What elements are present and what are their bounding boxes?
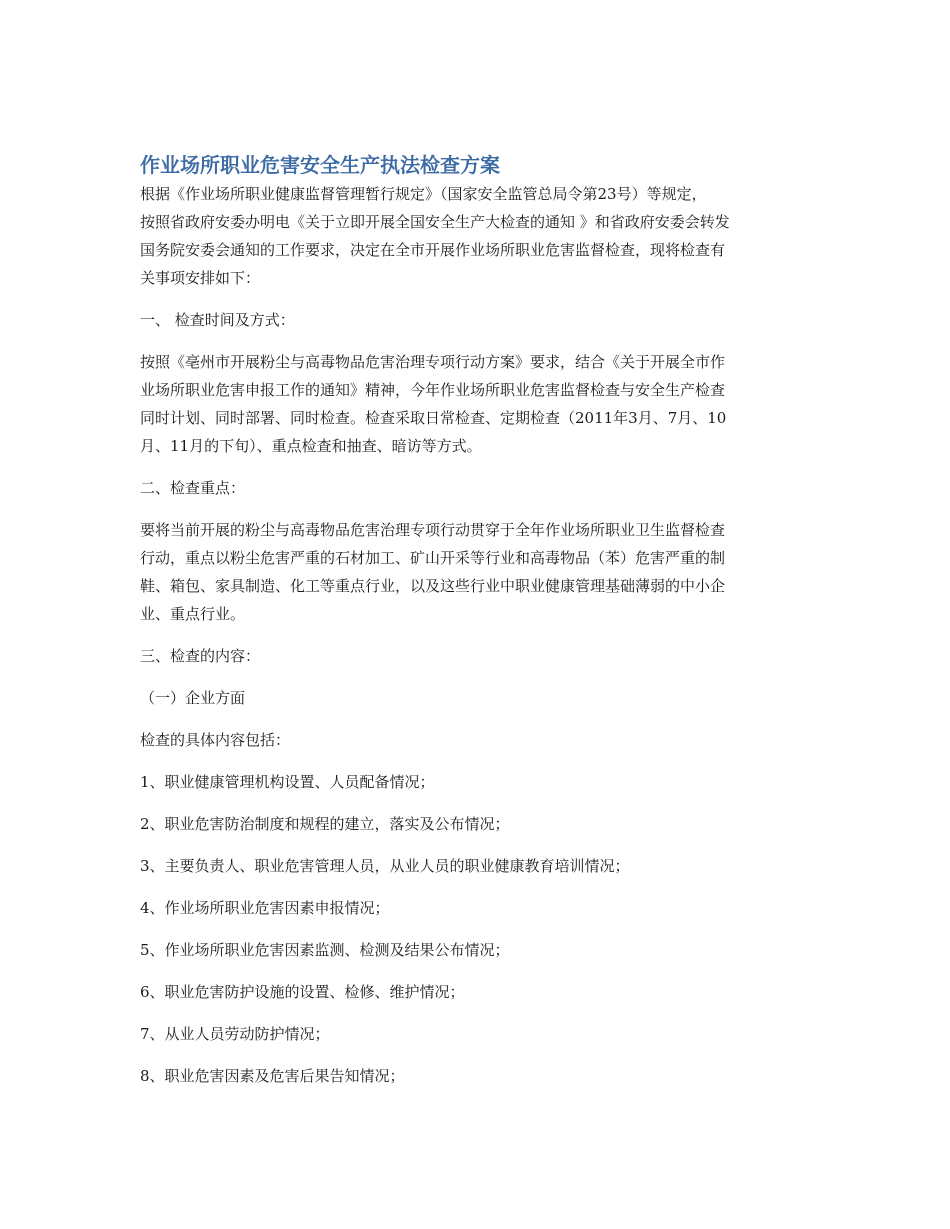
subsection-1-heading: （一）企业方面 [140,689,246,707]
section-2-line: 要将当前开展的粉尘与高毒物品危害治理专项行动贯穿于全年作业场所职业卫生监督检查 [140,521,726,539]
section-1-paragraph [140,348,812,460]
section-1-heading: 一、 检查时间及方式： [140,311,295,329]
intro-paragraph [140,180,812,292]
section-2-heading: 二、检查重点： [140,479,246,497]
intro-line: 国务院安委会通知的工作要求，决定在全市开展作业场所职业危害监督检查，现将检查有 [140,241,726,259]
section-2-line: 行动，重点以粉尘危害严重的石材加工、矿山开采等行业和高毒物品（苯）危害严重的制 [140,549,726,567]
list-intro: 检查的具体内容包括： [140,731,291,749]
list-item: 6、职业危害防护设施的设置、检修、维护情况； [140,983,465,1001]
document-body [140,150,812,1090]
intro-line: 关事项安排如下： [140,269,261,287]
intro-line: 按照省政府安委办明电《关于立即开展全国安全生产大检查的通知 》和省政府安委会转发 [140,213,730,231]
list-item: 2、职业危害防治制度和规程的建立，落实及公布情况； [140,815,510,833]
section-2-paragraph [140,516,812,628]
list-item: 7、从业人员劳动防护情况； [140,1025,330,1043]
section-1-line: 月、11月的下旬）、重点检查和抽查、暗访等方式。 [140,437,482,455]
section-2-line: 鞋、箱包、家具制造、化工等重点行业，以及这些行业中职业健康管理基础薄弱的中小企 [140,577,726,595]
section-3-heading: 三、检查的内容： [140,647,261,665]
list-item: 8、职业危害因素及危害后果告知情况； [140,1067,405,1085]
list-item: 3、主要负责人、职业危害管理人员，从业人员的职业健康教育培训情况； [140,857,630,875]
intro-line: 根据《作业场所职业健康监督管理暂行规定》（国家安全监管总局令第23号）等规定， [140,185,707,203]
list-item: 4、作业场所职业危害因素申报情况； [140,899,390,917]
document-title: 作业场所职业危害安全生产执法检查方案 [140,153,500,177]
section-1-line: 按照《亳州市开展粉尘与高毒物品危害治理专项行动方案》要求，结合《关于开展全市作 [140,353,726,371]
list-item: 1、职业健康管理机构设置、人员配备情况； [140,773,435,791]
section-1-line: 业场所职业危害申报工作的通知》精神，今年作业场所职业危害监督检查与安全生产检查 [140,381,726,399]
section-2-line: 业、重点行业。 [140,605,246,623]
list-item: 5、作业场所职业危害因素监测、检测及结果公布情况； [140,941,510,959]
section-1-line: 同时计划、同时部署、同时检查。检查采取日常检查、定期检查（2011年3月、7月、10 [140,409,727,427]
